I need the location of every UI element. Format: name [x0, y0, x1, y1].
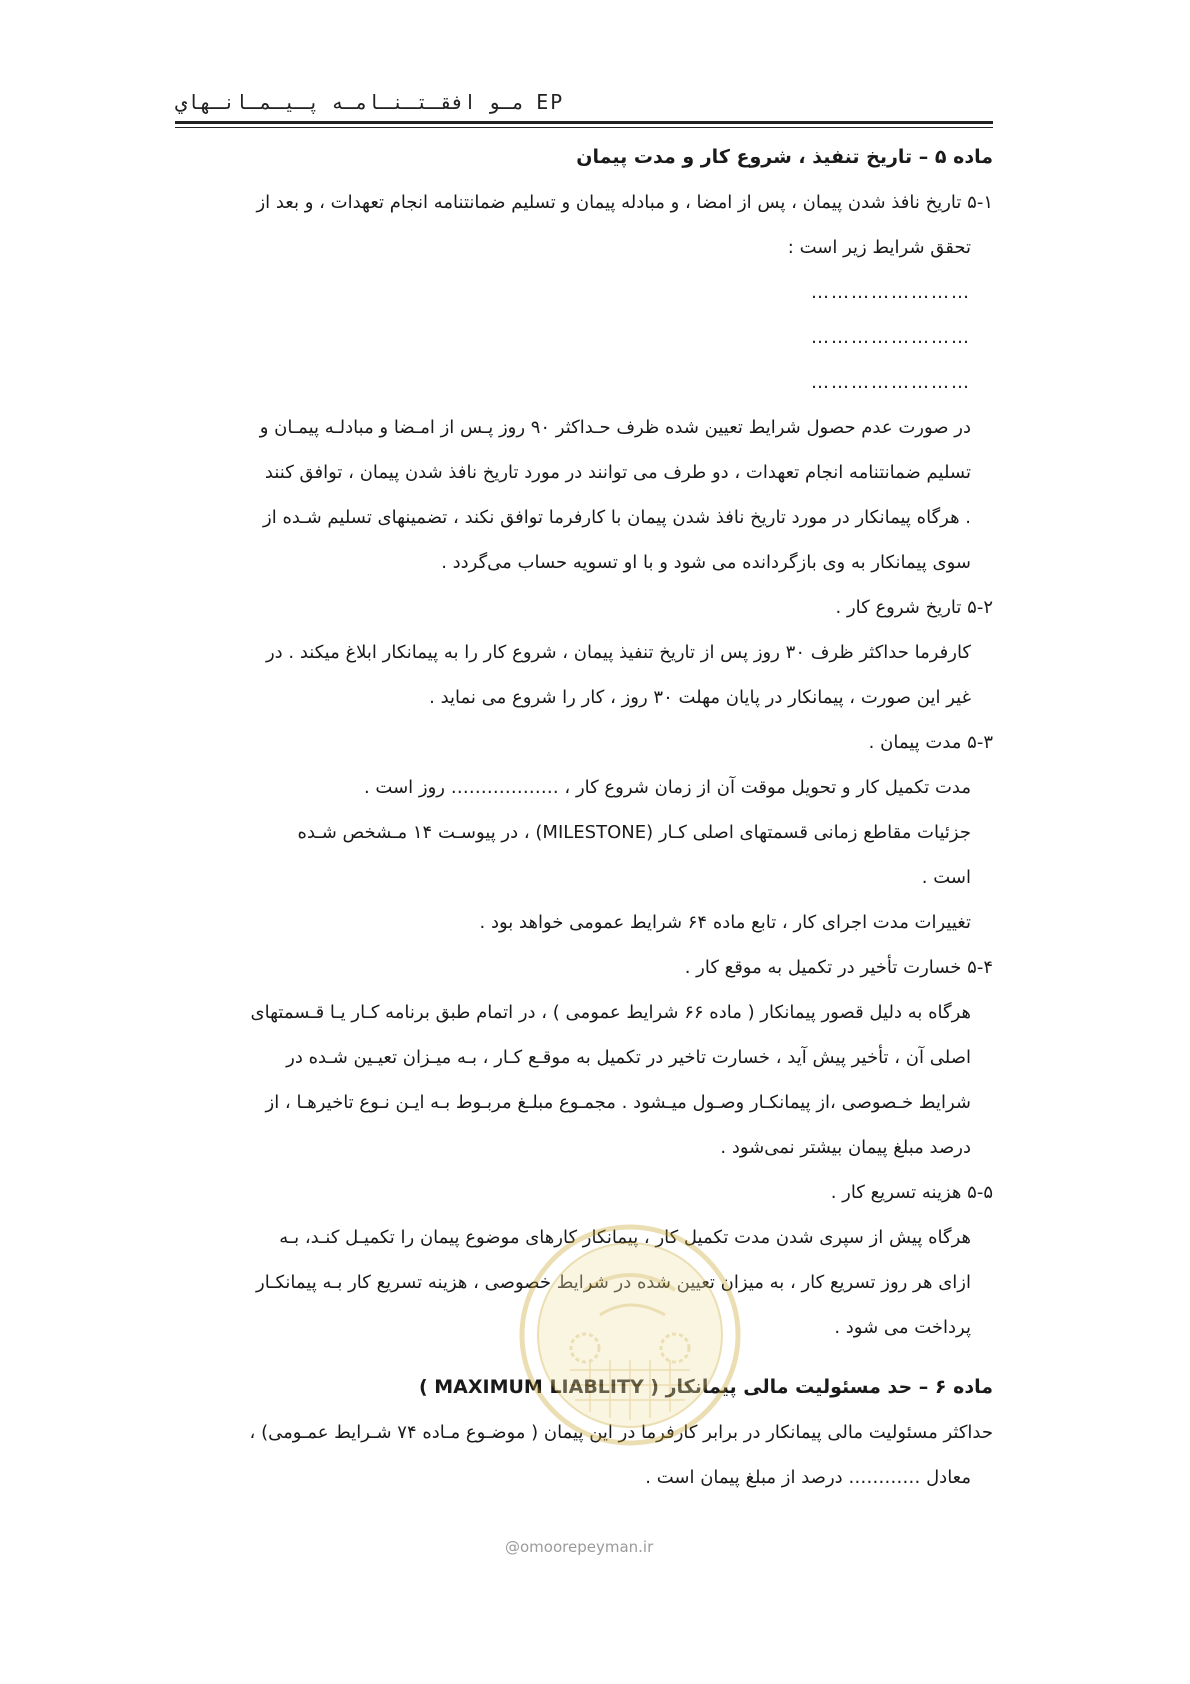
clause-5-1-para-line-3: . هرگاه پیمانکار در مورد تاریخ نافذ شدن پیمان با کارفرما توافق نکند ، تضمینهای تسلیم شـده از	[263, 507, 971, 528]
clause-5-1-para-line-2: تسلیم ضمانتنامه انجام تعهدات ، دو طرف می توانند در مورد تاریخ نافذ شدن پیمان ، توافق کنند	[264, 462, 971, 483]
clause-5-4-line-3: شرایط خـصوصی ،از پیمانکـار وصـول میـشود . مجمـوع مبلـغ مربـوط بـه ایـن نـوع تاخیرهـا ، از	[265, 1092, 971, 1113]
clause-5-3-line-1: مدت تکمیل کار و تحویل موقت آن از زمان شروع کار ، ……………… روز است .	[363, 777, 971, 798]
clause-5-5-line-2: ازای هر روز تسریع کار ، به میزان تعیین شده در شرایط خصوصی ، هزینه تسریع کار بـه پیمانکـار	[256, 1272, 971, 1293]
clause-5-1-line-1: ۵-۱ تاریخ نافذ شدن پیمان ، پس از امضا ، و مبادله پیمان و تسلیم ضمانتنامه انجام تعهدات ، و بعد از	[256, 192, 993, 213]
placeholder-dots-3: ……………………	[811, 372, 971, 393]
header-rule-thick	[175, 121, 993, 124]
article-6-title-en: ( MAXIMUM LIABLITY )	[418, 1376, 659, 1398]
article-6-title	[175, 1365, 993, 1410]
site-watermark: @omoorepeyman.ir	[505, 1538, 654, 1556]
clause-5-4-title: ۵-۴ خسارت تأخیر در تکمیل به موقع کار .	[684, 957, 993, 978]
clause-5-4-line-1: هرگاه به دلیل قصور پیمانکار ( ماده ۶۶ شرایط عمومی ) ، در اتمام طبق برنامه کـار یـا قـسمتهای	[250, 1002, 971, 1023]
clause-5-2-line-2: غیر این صورت ، پیمانکار در پایان مهلت ۳۰ روز ، کار را شروع می نماید .	[429, 687, 971, 708]
clause-5-3-line-4: تغییرات مدت اجرای کار ، تابع ماده ۶۴ شرایط عمومی خواهد بود .	[479, 912, 971, 933]
clause-5-2-line-1: کارفرما حداکثر ظرف ۳۰ روز پس از تاریخ تنفیذ پیمان ، شروع کار را به پیمانکار ابلاغ میکند . در	[265, 642, 971, 663]
clause-5-1-line-2: تحقق شرایط زیر است :	[787, 237, 971, 258]
clause-5-5-line-1: هرگاه پیش از سپری شدن مدت تکمیل کار ، پیمانکار کارهای موضوع پیمان را تکمیـل کنـد، بـه	[279, 1227, 971, 1248]
article-5-title: ماده ۵ – تاریخ تنفیذ ، شروع کار و مدت پیمان	[576, 146, 993, 168]
clause-5-4-line-4: درصد مبلغ پیمان بیشتر نمی‌شود .	[720, 1137, 971, 1158]
placeholder-dots-1: ……………………	[811, 282, 971, 303]
article-6-title-fa: ماده ۶ – حد مسئولیت مالی پیمانکار	[659, 1376, 993, 1398]
page-header	[175, 86, 993, 116]
header-title: مـو افقـتـنـامـه پـيـمـانـهاي EP	[175, 90, 565, 114]
milestone-term: (MILESTONE)	[535, 822, 654, 843]
clause-5-3-line-2	[175, 810, 993, 855]
clause-5-1-para-line-1: در صورت عدم حصول شرایط تعیین شده ظرف حـداکثر ۹۰ روز پـس از امـضا و مبادلـه پیمـان و	[259, 417, 971, 438]
placeholder-dots-2: ……………………	[811, 327, 971, 348]
header-rule-thin	[175, 127, 993, 128]
clause-5-5-title: ۵-۵ هزینه تسریع کار .	[830, 1182, 993, 1203]
clause-5-2-title: ۵-۲ تاریخ شروع کار .	[835, 597, 993, 618]
clause-5-3-line-3: است .	[921, 867, 971, 888]
clause-5-3-title: ۵-۳ مدت پیمان .	[868, 732, 993, 753]
clause-5-5-line-3: پرداخت می شود .	[834, 1317, 971, 1338]
clause-5-4-line-2: اصلی آن ، تأخیر پیش آید ، خسارت تاخیر در تکمیل به موقـع کـار ، بـه میـزان تعیـین شـده در	[286, 1047, 971, 1068]
document-body	[175, 135, 993, 1500]
clause-5-1-para-line-4: سوی پیمانکار به وی بازگردانده می شود و با او تسویه حساب می‌گردد .	[441, 552, 971, 573]
clause-5-3-line-2-start: جزئیات مقاطع زمانی قسمتهای اصلی کـار	[653, 822, 971, 843]
article-6-line-2: معادل ………… درصد از مبلغ پیمان است .	[645, 1467, 971, 1488]
article-6-line-1: حداکثر مسئولیت مالی پیمانکار در برابر کارفرما در این پیمان ( موضـوع مـاده ۷۴ شـرایط عمـومی) ،	[249, 1422, 993, 1443]
clause-5-3-line-2-end: ، در پیوسـت ۱۴ مـشخص شـده	[297, 822, 536, 843]
